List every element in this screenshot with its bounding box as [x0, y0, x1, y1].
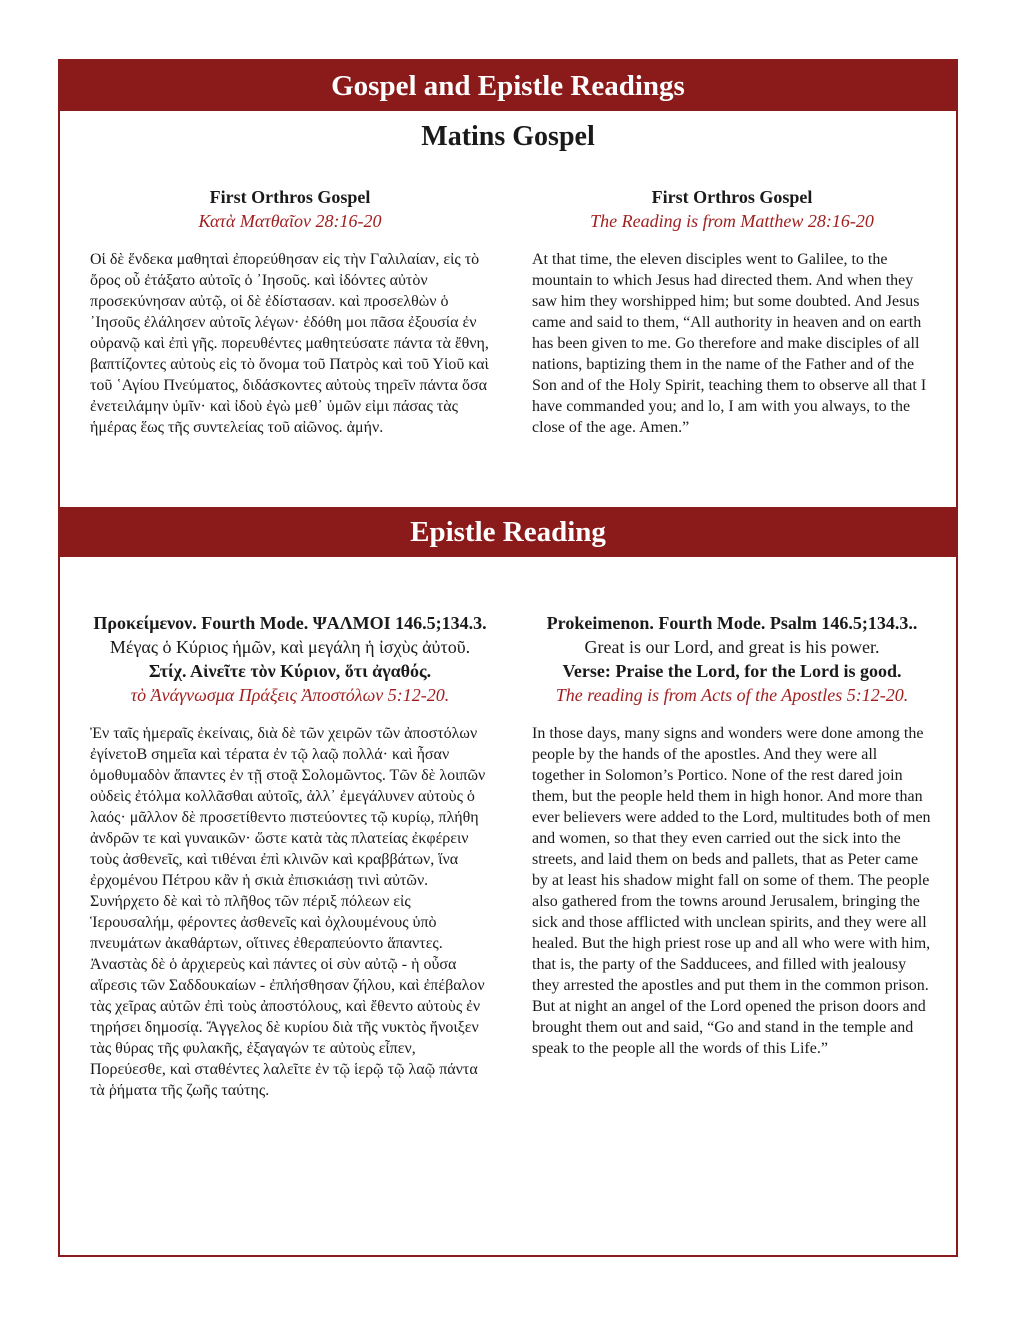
matins-greek-reference: Κατὰ Ματθαῖον 28:16-20 [198, 211, 382, 231]
epistle-greek-prokeimenon: Προκείμενον. Fourth Mode. ΨΑΛΜΟΙ 146.5;134.3. [93, 613, 487, 633]
epistle-title-banner: Epistle Reading [60, 507, 956, 557]
matins-greek-text: Οἱ δὲ ἕνδεκα μαθηταὶ ἐπορεύθησαν εἰς τὴν Γαλιλαίαν, εἰς τὸ ὄρος οὗ ἐτάξατο αὐτοῖς ὁ ᾿Ιησοῦς. καὶ ἰδόντες αὐτὸν προσεκύνησαν αὐτῷ, οἱ δὲ ἐδίστασαν. καὶ προσελθὼν ὁ ᾿Ιησοῦς ἐλάλησεν αὐτοῖς λέγων· ἐδόθη μοι πᾶσα ἐξουσία ἐν οὐρανῷ καὶ ἐπὶ γῆς. πορευθέντες μαθητεύσατε πάντα τὰ ἔθνη, βαπτίζοντες αὐτοὺς εἰς τὸ ὄνομα τοῦ Πατρὸς καὶ τοῦ Υἱοῦ καὶ τοῦ ῾Αγίου Πνεύματος, διδάσκοντες αὐτοὺς τηρεῖν πάντα ὅσα ἐνετειλάμην ὑμῖν· καὶ ἰδοὺ ἐγὼ μεθ᾿ ὑμῶν εἰμι πάσας τὰς ἡμέρας ἕως τῆς συντελείας τοῦ αἰῶνος. ἀμήν. [90, 251, 489, 436]
page-title-banner: Gospel and Epistle Readings [60, 61, 956, 111]
epistle-english-text: In those days, many signs and wonders were done among the people by the hands of the apostles. And they were all together in Solomon’s Portico. None of the rest dared join them, but the people held them in high honor. And more than ever believers were added to the Lord, multitudes both of men and women, so that they even carried out the sick into the streets, and laid them on beds and pallets, that as Peter came by at least his shadow might fall on some of them. The people also gathered from the towns around Jerusalem, bringing the sick and those afflicted with unclean spirits, and they were all healed. But the high priest rose up and all who were with him, that is, the party of the Sadducees, and filled with jealousy they arrested the apostles and put them in the common prison. But at night an angel of the Lord opened the prison doors and brought them out and said, “Go and stand in the temple and speak to the people all the words of this Life.” [532, 725, 931, 1057]
epistle-greek-reference: τὸ Ἀνάγνωσμα Πράξεις Ἀποστόλων 5:12-20. [130, 685, 450, 705]
epistle-english-verse2: Verse: Praise the Lord, for the Lord is good. [562, 661, 902, 681]
matins-english-heading: First Orthros Gospel [651, 187, 813, 207]
matins-title: Matins Gospel [421, 121, 595, 152]
epistle-english-prokeimenon: Prokeimenon. Fourth Mode. Psalm 146.5;134.3.. [546, 613, 918, 633]
epistle-english-reference: The reading is from Acts of the Apostles 5:12-20. [555, 685, 909, 705]
matins-greek-heading: First Orthros Gospel [209, 187, 371, 207]
readings-frame [58, 59, 958, 1257]
epistle-greek-text: Ἐν ταῖς ἡμεραῖς ἐκείναις, διὰ δὲ τῶν χειρῶν τῶν ἀποστόλων ἐγίνετοΒ σημεῖα καὶ τέρατα ἐν τῷ λαῷ πολλά· καὶ ἦσαν ὁμοθυμαδὸν ἅπαντες ἐν τῇ στοᾷ Σολομῶντος. Τῶν δὲ λοιπῶν οὐδεὶς ἐτόλμα κολλᾶσθαι αὐτοῖς, ἀλλ᾽ ἐμεγάλυνεν αὐτοὺς ὁ λαός· μᾶλλον δὲ προσετίθεντο πιστεύοντες τῷ κυρίῳ, πλήθη ἀνδρῶν τε καὶ γυναικῶν· ὥστε κατὰ τὰς πλατείας ἐκφέρειν τοὺς ἀσθενεῖς, καὶ τιθέναι ἐπὶ κλινῶν καὶ κραββάτων, ἵνα ἐρχομένου Πέτρου κἂν ἡ σκιὰ ἐπισκιάσῃ τινὶ αὐτῶν. Συνήρχετο δὲ καὶ τὸ πλῆθος τῶν πέριξ πόλεων εἰς Ἱερουσαλήμ, φέροντες ἀσθενεῖς καὶ ὀχλουμένους ὑπὸ πνευμάτων ἀκαθάρτων, οἵτινες ἐθεραπεύοντο ἅπαντες. Ἀναστὰς δὲ ὁ ἀρχιερεὺς καὶ πάντες οἱ σὺν αὐτῷ - ἡ οὖσα αἵρεσις τῶν Σαδδουκαίων - ἐπλήσθησαν ζήλου, καὶ ἐπέβαλον τὰς χεῖρας αὐτῶν ἐπὶ τοὺς ἀποστόλους, καὶ ἔθεντο αὐτοὺς ἐν τηρήσει δημοσίᾳ. Ἄγγελος δὲ κυρίου διὰ τῆς νυκτὸς ἤνοιξεν τὰς θύρας τῆς φυλακῆς, ἐξαγαγών τε αὐτοὺς εἶπεν, Πορεύεσθε, καὶ σταθέντες λαλεῖτε ἐν τῷ ἱερῷ τῷ λαῷ πάντα τὰ ῥήματα τῆς ζωῆς ταύτης. [90, 725, 486, 1099]
epistle-greek-verse1: Μέγας ὁ Κύριος ἡμῶν, καὶ μεγάλη ἡ ἰσχὺς ἀὐτοῦ. [109, 637, 471, 657]
epistle-english-verse1: Great is our Lord, and great is his power. [584, 637, 880, 657]
matins-english-column [532, 185, 932, 438]
matins-english-reference: The Reading is from Matthew 28:16-20 [590, 211, 874, 231]
epistle-greek-verse2: Στίχ. Αἰνεῖτε τὸν Κύριον, ὅτι ἀγαθός. [148, 661, 432, 681]
epistle-greek-column [90, 611, 490, 1101]
matins-english-text: At that time, the eleven disciples went to Galilee, to the mountain to which Jesus had directed them. And when they saw him they worshipped him; but some doubted. And Jesus came and said to them, “All authority in heaven and on earth has been given to me. Go therefore and make disciples of all nations, baptizing them in the name of the Father and of the Son and of the Holy Spirit, teaching them to observe all that I have commanded you; and lo, I am with you always, to the close of the age. Amen.” [532, 251, 927, 436]
matins-greek-column [90, 185, 490, 438]
epistle-english-column [532, 611, 932, 1059]
